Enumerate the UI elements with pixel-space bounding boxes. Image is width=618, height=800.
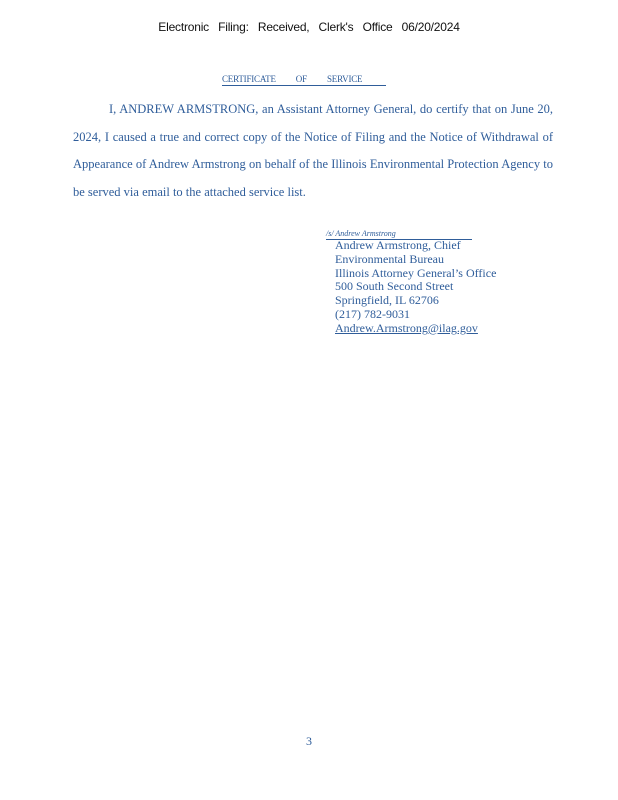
signature-block	[335, 239, 496, 336]
signer-email-link[interactable]: Andrew.Armstrong@ilag.gov	[335, 320, 478, 335]
signer-street-address: 500 South Second Street	[335, 279, 454, 294]
signature-line: /s/ Andrew Armstrong	[326, 228, 472, 240]
signer-phone: (217) 782-9031	[335, 306, 410, 321]
document-title: CERTIFICATE OF SERVICE	[222, 74, 386, 86]
page-number: 3	[306, 734, 312, 748]
certificate-body-paragraph: I, ANDREW ARMSTRONG, an Assistant Attorney General, do certify that on June 20, 2024, I caused a true and correct copy of the Notice of Filing and the Notice of Withdrawal of Appearance of Andrew Armstrong on behalf of the Illinois Environmental Protection Agency to be served via email to the attached service list.	[73, 102, 553, 199]
signer-city-state-zip: Springfield, IL 62706	[335, 293, 439, 308]
filing-stamp-header: Electronic Filing: Received, Clerk's Office 06/20/2024	[158, 20, 460, 34]
signer-bureau: Environmental Bureau	[335, 251, 444, 266]
signer-name-title: Andrew Armstrong, Chief	[335, 238, 461, 252]
signer-office: Illinois Attorney General’s Office	[335, 265, 497, 280]
